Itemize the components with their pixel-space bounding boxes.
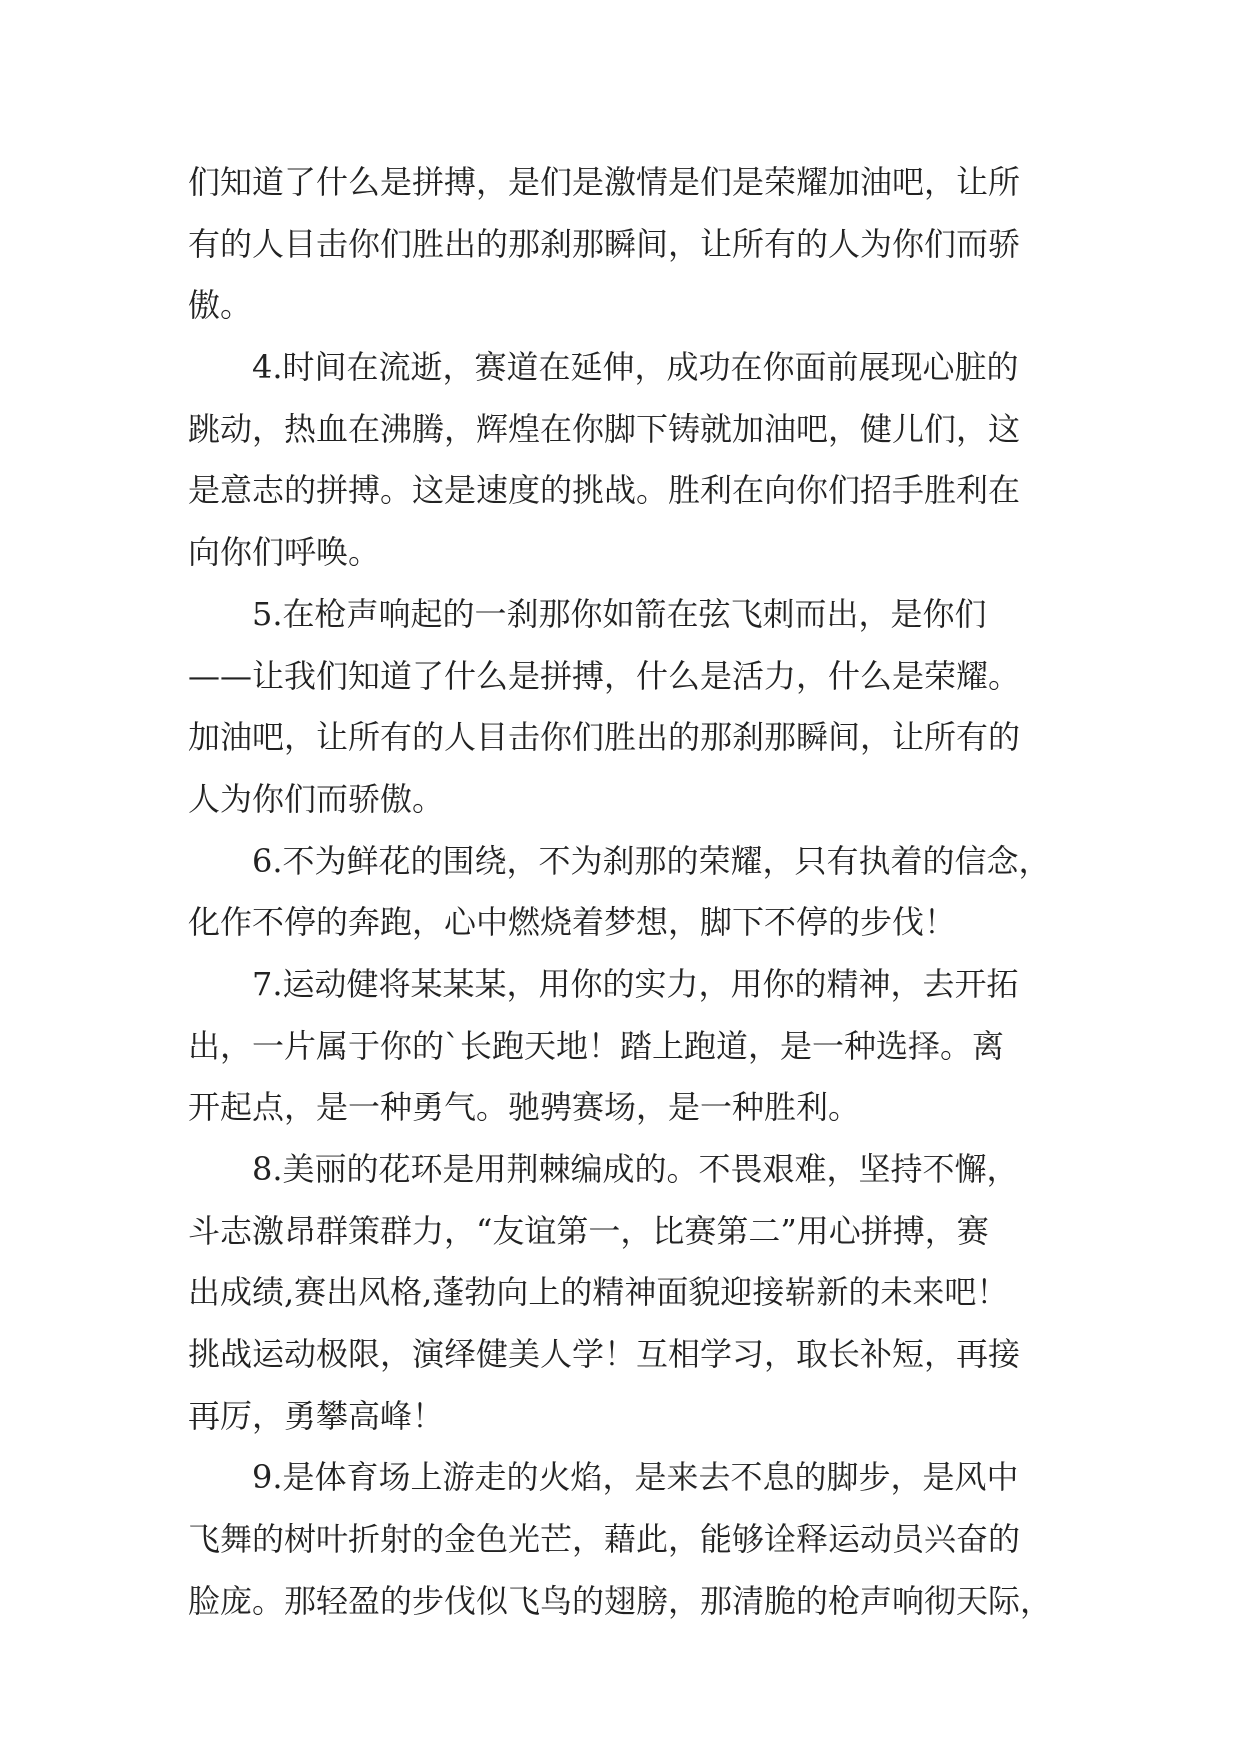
paragraph-5-start: 5.在枪声响起的一刹那你如箭在弦飞刺而出，是你们 (252, 594, 987, 633)
text-line: 傲。 (188, 286, 253, 325)
text-line: 开起点，是一种勇气。驰骋赛场，是一种胜利。 (188, 1088, 861, 1127)
text-line: 们知道了什么是拼搏，是们是激情是们是荣耀加油吧，让所 (188, 163, 1021, 201)
text-line: 再厉，勇攀高峰！ (188, 1396, 445, 1435)
text-line: 有的人目击你们胜出的那刹那瞬间，让所有的人为你们而骄 (188, 224, 1021, 263)
paragraph-7-start: 7.运动健将某某某，用你的实力，用你的精神，去开拓 (252, 964, 1019, 1003)
paragraph-9-start: 9.是体育场上游走的火焰，是来去不息的脚步，是风中 (252, 1458, 1019, 1497)
text-line: 化作不停的奔跑，心中燃烧着梦想，脚下不停的步伐！ (188, 903, 957, 942)
text-line: 出，一片属于你的`长跑天地！踏上跑道，是一种选择。离 (188, 1026, 1005, 1065)
paragraph-6-start: 6.不为鲜花的围绕，不为刹那的荣耀，只有执着的信念， (252, 841, 1051, 880)
text-line: 挑战运动极限，演绎健美人学！互相学习，取长补短，再接 (188, 1335, 1021, 1374)
paragraph-8-start: 8.美丽的花环是用荆棘编成的。不畏艰难，坚持不懈， (252, 1150, 1019, 1188)
text-line: 跳动，热血在沸腾，辉煌在你脚下铸就加油吧，健儿们，这 (188, 409, 1021, 448)
text-line: 脸庞。那轻盈的步伐似飞鸟的翅膀，那清脆的枪声响彻天际， (188, 1581, 1053, 1620)
text-line: ——让我们知道了什么是拼搏，什么是活力，什么是荣耀。 (188, 656, 1021, 695)
text-line: 出成绩,赛出风格,蓬勃向上的精神面貌迎接崭新的未来吧！ (188, 1273, 1009, 1312)
text-line: 飞舞的树叶折射的金色光芒，藉此，能够诠释运动员兴奋的 (188, 1520, 1021, 1559)
text-line: 人为你们而骄傲。 (188, 779, 445, 818)
text-line: 向你们呼唤。 (188, 533, 381, 572)
document-body (188, 152, 1068, 1633)
text-line: 加油吧，让所有的人目击你们胜出的那刹那瞬间，让所有的 (188, 718, 1021, 757)
text-line: 是意志的拼搏。这是速度的挑战。胜利在向你们招手胜利在 (188, 471, 1021, 510)
text-line: 斗志激昂群策群力，“友谊第一，比赛第二”用心拼搏，赛 (188, 1211, 989, 1250)
paragraph-4-start: 4.时间在流逝，赛道在延伸，成功在你面前展现心脏的 (252, 348, 1019, 387)
